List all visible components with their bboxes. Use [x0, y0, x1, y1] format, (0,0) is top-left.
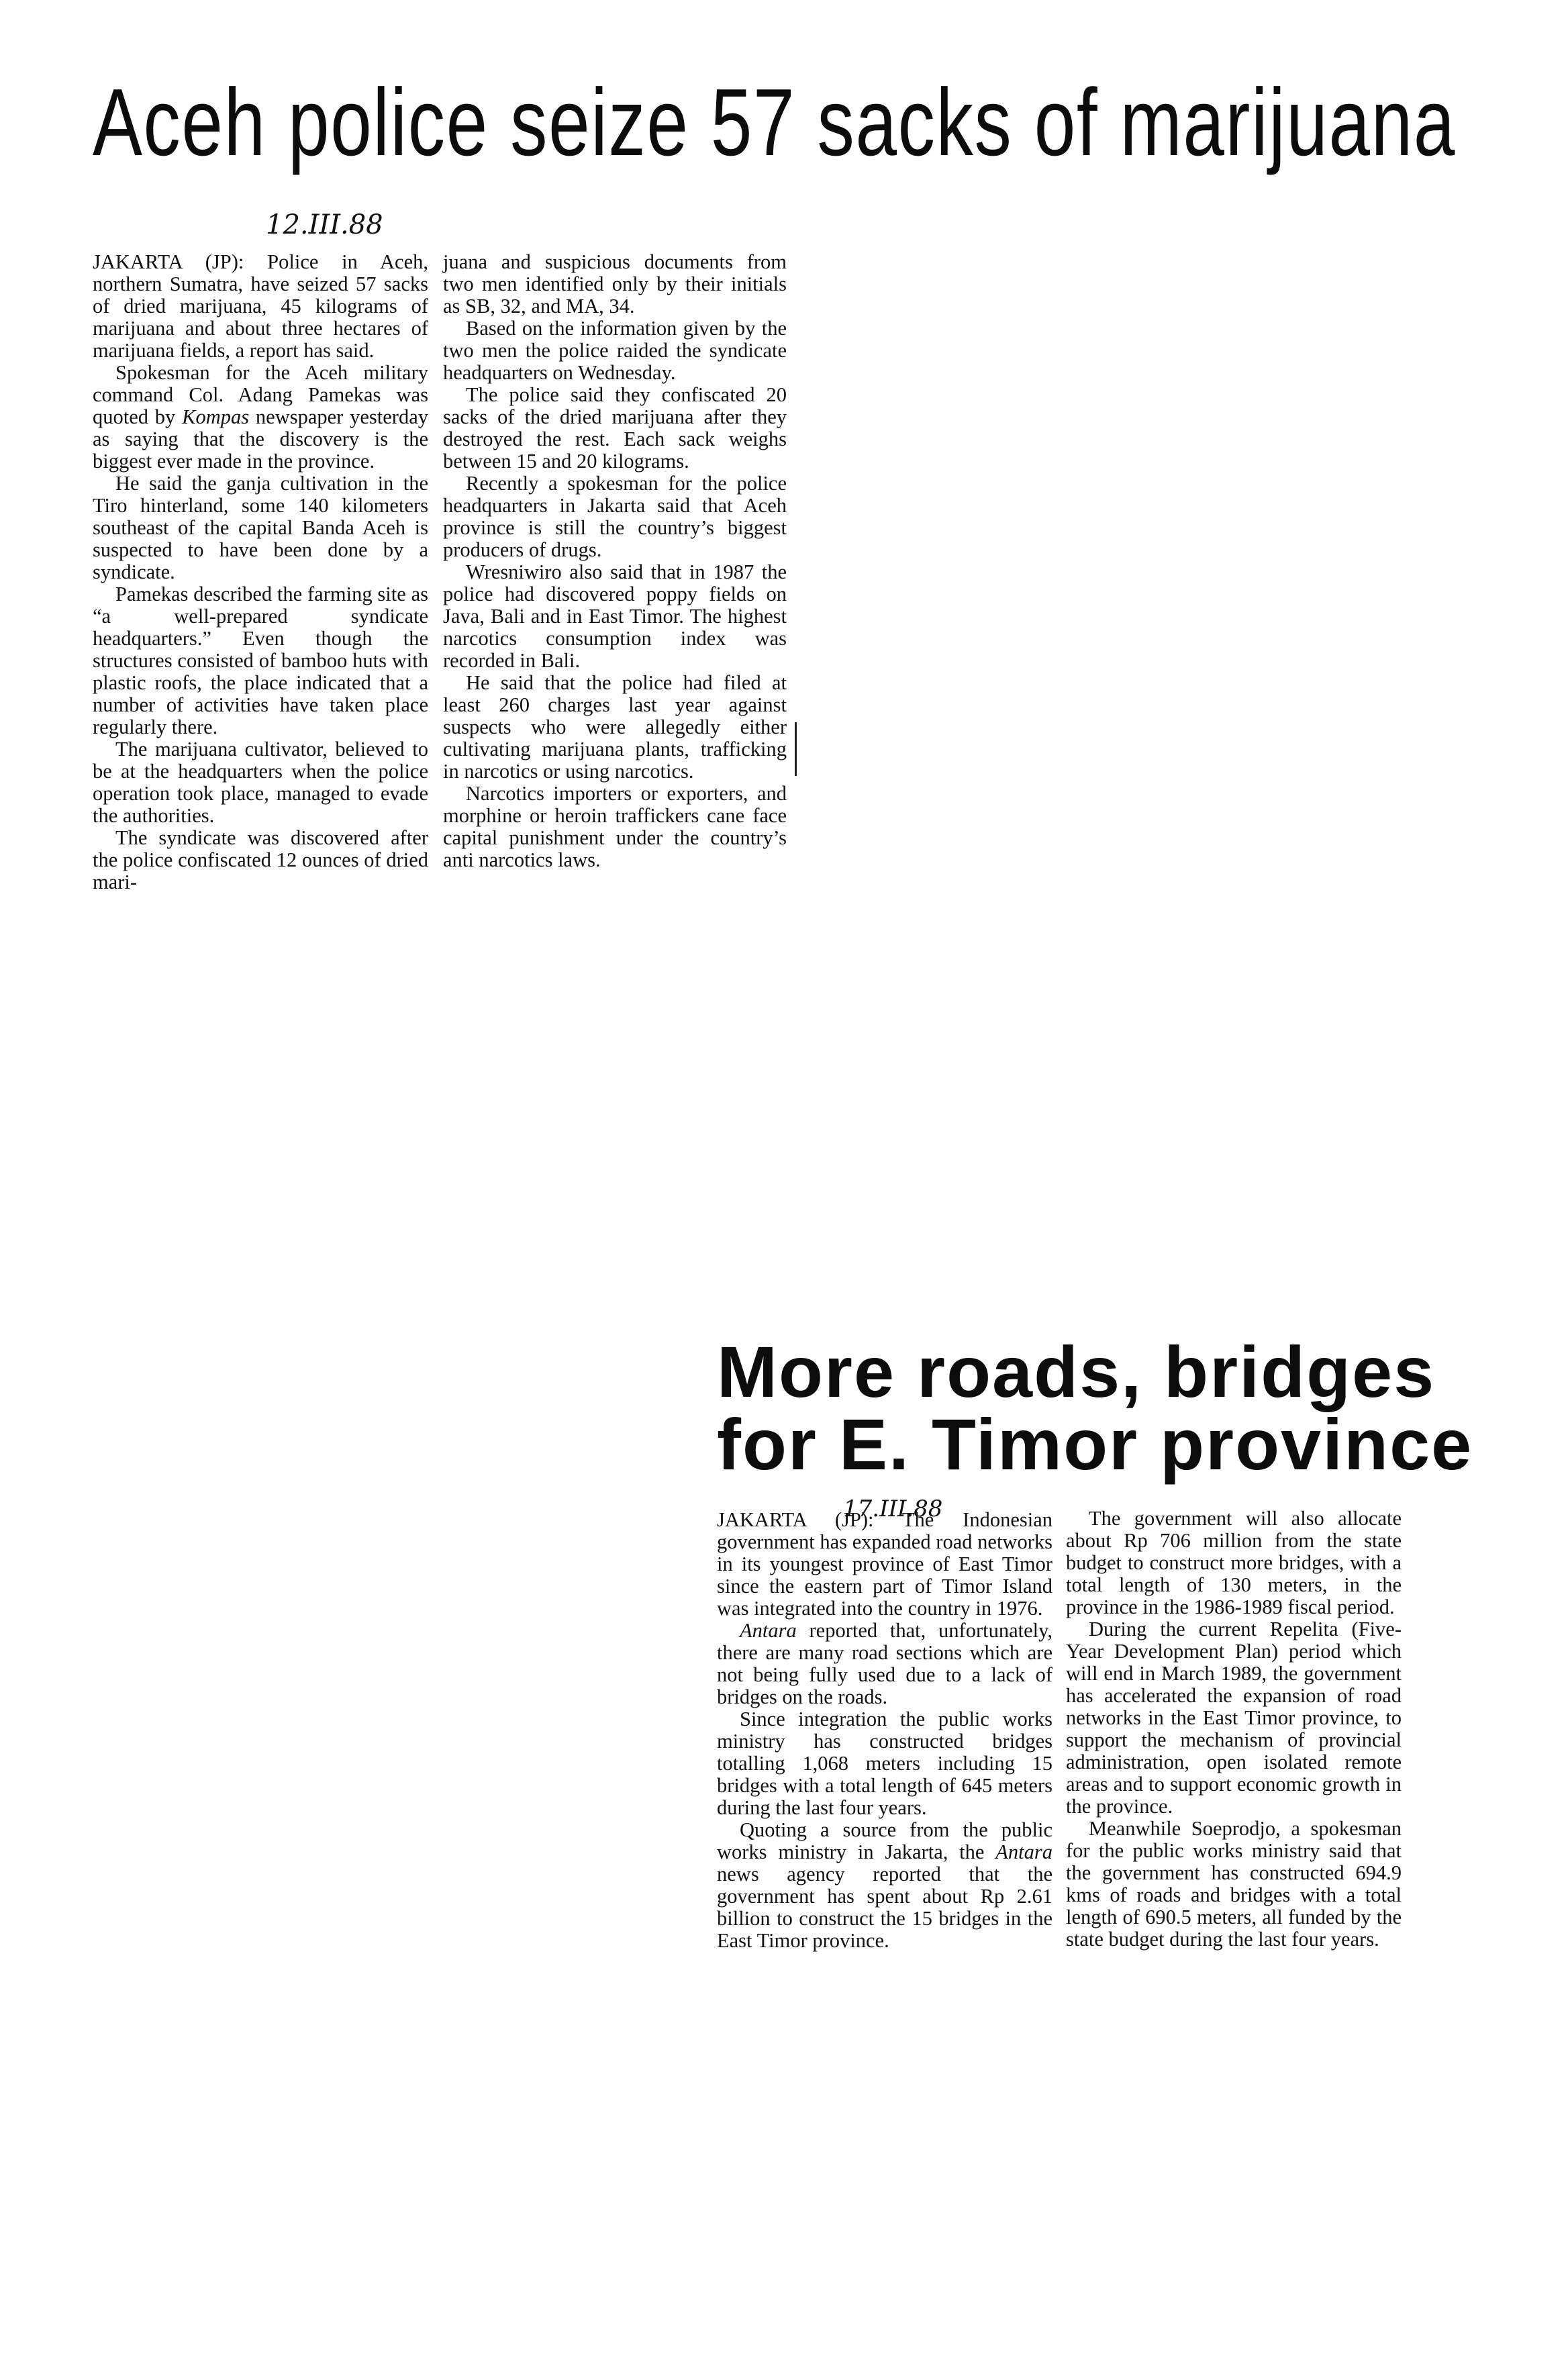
- article2-paragraph: Antara reported that, unfortunately, there are many road sections which are not being fully used due to a lack of bridges on the roads.: [717, 1619, 1052, 1708]
- article2-paragraph: Since integration the public works ministry has constructed bridges totalling 1,068 meters including 15 bridges with a total length of 645 meters during the last four years.: [717, 1708, 1052, 1819]
- article1-paragraph: The marijuana cultivator, believed to be at the headquarters when the police operation took place, managed to evade the authorities.: [93, 738, 428, 827]
- article2-paragraph: Quoting a source from the public works ministry in Jakarta, the Antara news agency reported that the government has spent about Rp 2.61 billion to construct the 15 bridges in the East Timor province.: [717, 1818, 1052, 1952]
- article2-paragraph: During the current Repelita (Five-Year Development Plan) period which will end in March 1989, the government has accelerated the expansion of road networks in the East Timor province, to support the mechanism of provincial administration, open isolated remote areas and to support economic growth in the province.: [1066, 1618, 1402, 1818]
- article2-column-1: [717, 1509, 1052, 1952]
- article1-paragraph: juana and suspicious documents from two men identified only by their initials as SB, 32, and MA, 34.: [443, 250, 787, 317]
- article1-paragraph: The syndicate was discovered after the police confiscated 12 ounces of dried mari-: [93, 826, 428, 893]
- margin-bracket-mark: [788, 722, 797, 776]
- article2-paragraph: Meanwhile Soeprodjo, a spokesman for the public works ministry said that the government has constructed 694.9 kms of roads and bridges with a total length of 690.5 meters, all funded by the state budget during the last four years.: [1066, 1817, 1402, 1951]
- article1-paragraph: JAKARTA (JP): Police in Aceh, northern Sumatra, have seized 57 sacks of dried marijuana, 45 kilograms of marijuana and about three hectares of marijuana fields, a report has said.: [93, 250, 428, 362]
- article1-paragraph: Spokesman for the Aceh military command Col. Adang Pamekas was quoted by Kompas newspaper yesterday as saying that the discovery is the biggest ever made in the province.: [93, 361, 429, 473]
- article1-paragraph: He said the ganja cultivation in the Tiro hinterland, some 140 kilometers southeast of the capital Banda Aceh is suspected to have been done by a syndicate.: [93, 472, 428, 583]
- article2-paragraph: JAKARTA (JP): The Indonesian government has expanded road networks in its youngest province of East Timor since the eastern part of Timor Island was integrated into the country in 1976.: [717, 1508, 1052, 1620]
- article2-headline-line2: for E. Timor province: [717, 1404, 1473, 1485]
- article1-date-note: 12.III.88: [266, 209, 383, 240]
- article2-date-note: 17.III.88: [843, 1495, 943, 1522]
- article1-headline: Aceh police seize 57 sacks of marijuana: [93, 69, 1456, 176]
- article1-paragraph: Recently a spokesman for the police headquarters in Jakarta said that Aceh province is still the country’s biggest producers of drugs.: [443, 472, 787, 561]
- article1-paragraph: The police said they confiscated 20 sacks of the dried marijuana after they destroyed the rest. Each sack weighs between 15 and 20 kilograms.: [443, 383, 787, 473]
- article1-paragraph: Based on the information given by the two men the police raided the syndicate headquarters on Wednesday.: [443, 317, 787, 384]
- article2-column-2: [1066, 1508, 1402, 1951]
- article1-paragraph: He said that the police had filed at least 260 charges last year against suspects who were allegedly either cultivating marijuana plants, trafficking in narcotics or using narcotics.: [443, 671, 787, 783]
- article1-paragraph: Wresniwiro also said that in 1987 the police had discovered poppy fields on Java, Bali and in East Timor. The highest narcotics consumption index was recorded in Bali.: [443, 560, 787, 672]
- article2-headline: [717, 1331, 1473, 1485]
- article1-column-2: [443, 251, 787, 871]
- article1-dateline: JAKARTA (JP):: [93, 250, 244, 273]
- article2-dateline: JAKARTA (JP):: [717, 1508, 874, 1531]
- article1-paragraph: Narcotics importers or exporters, and morphine or heroin traffickers cane face capital punishment under the country’s anti narcotics laws.: [443, 782, 787, 871]
- article1-paragraph: Pamekas described the farming site as “a well-prepared syndicate headquarters.” Even though the structures consisted of bamboo huts with plastic roofs, the place indicated that a number of activities have taken place regularly there.: [93, 583, 428, 738]
- article2-paragraph: The government will also allocate about Rp 706 million from the state budget to construct more bridges, with a total length of 130 meters, in the province in the 1986-1989 fiscal period.: [1066, 1507, 1402, 1618]
- article1-column-1: [93, 251, 428, 893]
- article2-headline-line1: More roads, bridges: [717, 1331, 1436, 1412]
